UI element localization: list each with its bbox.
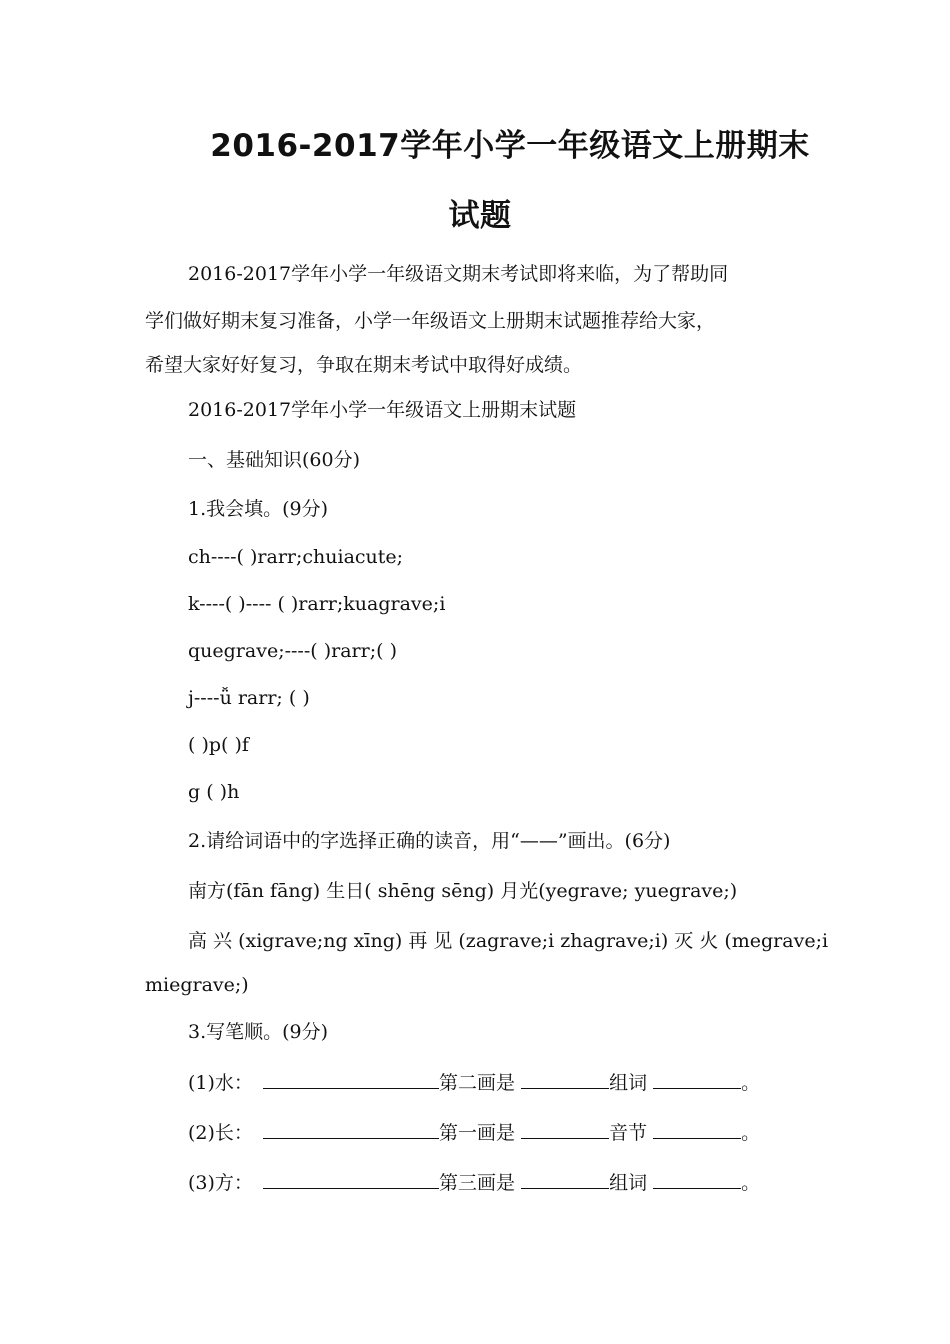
q3-item-label: (1)水： [188,1072,253,1094]
answer-blank[interactable] [653,1170,741,1189]
answer-blank[interactable] [263,1170,439,1189]
q1-line: k----( )---- ( )rarr;kuagrave;i [188,593,446,615]
q2-line-2: 高 兴 (xigrave;ng xīng) 再 见 (zagrave;i zhagrave;i) 灭 火 (megrave;i [188,930,829,952]
q2-heading: 2.请给词语中的字选择正确的读音，用“——”画出。(6分) [188,830,671,852]
intro-line-3: 希望大家好好复习，争取在期末考试中取得好成绩。 [145,354,583,376]
answer-blank[interactable] [263,1120,439,1139]
q3-item-end: 。 [741,1072,761,1094]
q3-item-1 [188,1070,760,1095]
q3-item-mid: 第三画是 [439,1172,516,1194]
q2-line-3: miegrave;) [145,974,249,996]
page-title-line-1: 2016-2017学年小学一年级语文上册期末 [210,128,810,164]
q3-item-end: 。 [741,1122,761,1144]
q3-item-end: 。 [741,1172,761,1194]
q3-item-label: (3)方： [188,1172,253,1194]
q3-item-tail: 音节 [609,1122,648,1144]
q3-item-tail: 组词 [609,1172,648,1194]
answer-blank[interactable] [653,1070,741,1089]
q3-item-mid: 第二画是 [439,1072,516,1094]
q1-line: ( )p( )f [188,734,249,756]
answer-blank[interactable] [653,1120,741,1139]
q3-heading: 3.写笔顺。(9分) [188,1021,329,1043]
answer-blank[interactable] [521,1070,609,1089]
q3-item-mid: 第一画是 [439,1122,516,1144]
answer-blank[interactable] [263,1070,439,1089]
answer-blank[interactable] [521,1120,609,1139]
section-heading: 一、基础知识(60分) [188,449,361,471]
q1-line: quegrave;----( )rarr;( ) [188,640,397,662]
intro-line-2: 学们做好期末复习准备，小学一年级语文上册期末试题推荐给大家， [145,310,716,332]
q3-item-tail: 组词 [609,1072,648,1094]
q3-item-label: (2)长： [188,1122,253,1144]
q3-item-2 [188,1120,760,1145]
q2-line-1: 南方(fān fāng) 生日( shēng sēng) 月光(yegrave; yuegrave;) [188,880,738,902]
q1-line: ch----( )rarr;chuiacute; [188,546,404,568]
q1-heading: 1.我会填。(9分) [188,498,329,520]
q3-item-3 [188,1170,760,1195]
answer-blank[interactable] [521,1170,609,1189]
page-title-line-2: 试题 [448,198,512,234]
subtitle: 2016-2017学年小学一年级语文上册期末试题 [188,399,577,421]
q1-line: g ( )h [188,781,240,803]
q1-line: j----ǚ rarr; ( ) [188,687,310,709]
intro-line-1: 2016-2017学年小学一年级语文期末考试即将来临，为了帮助同 [188,263,729,285]
